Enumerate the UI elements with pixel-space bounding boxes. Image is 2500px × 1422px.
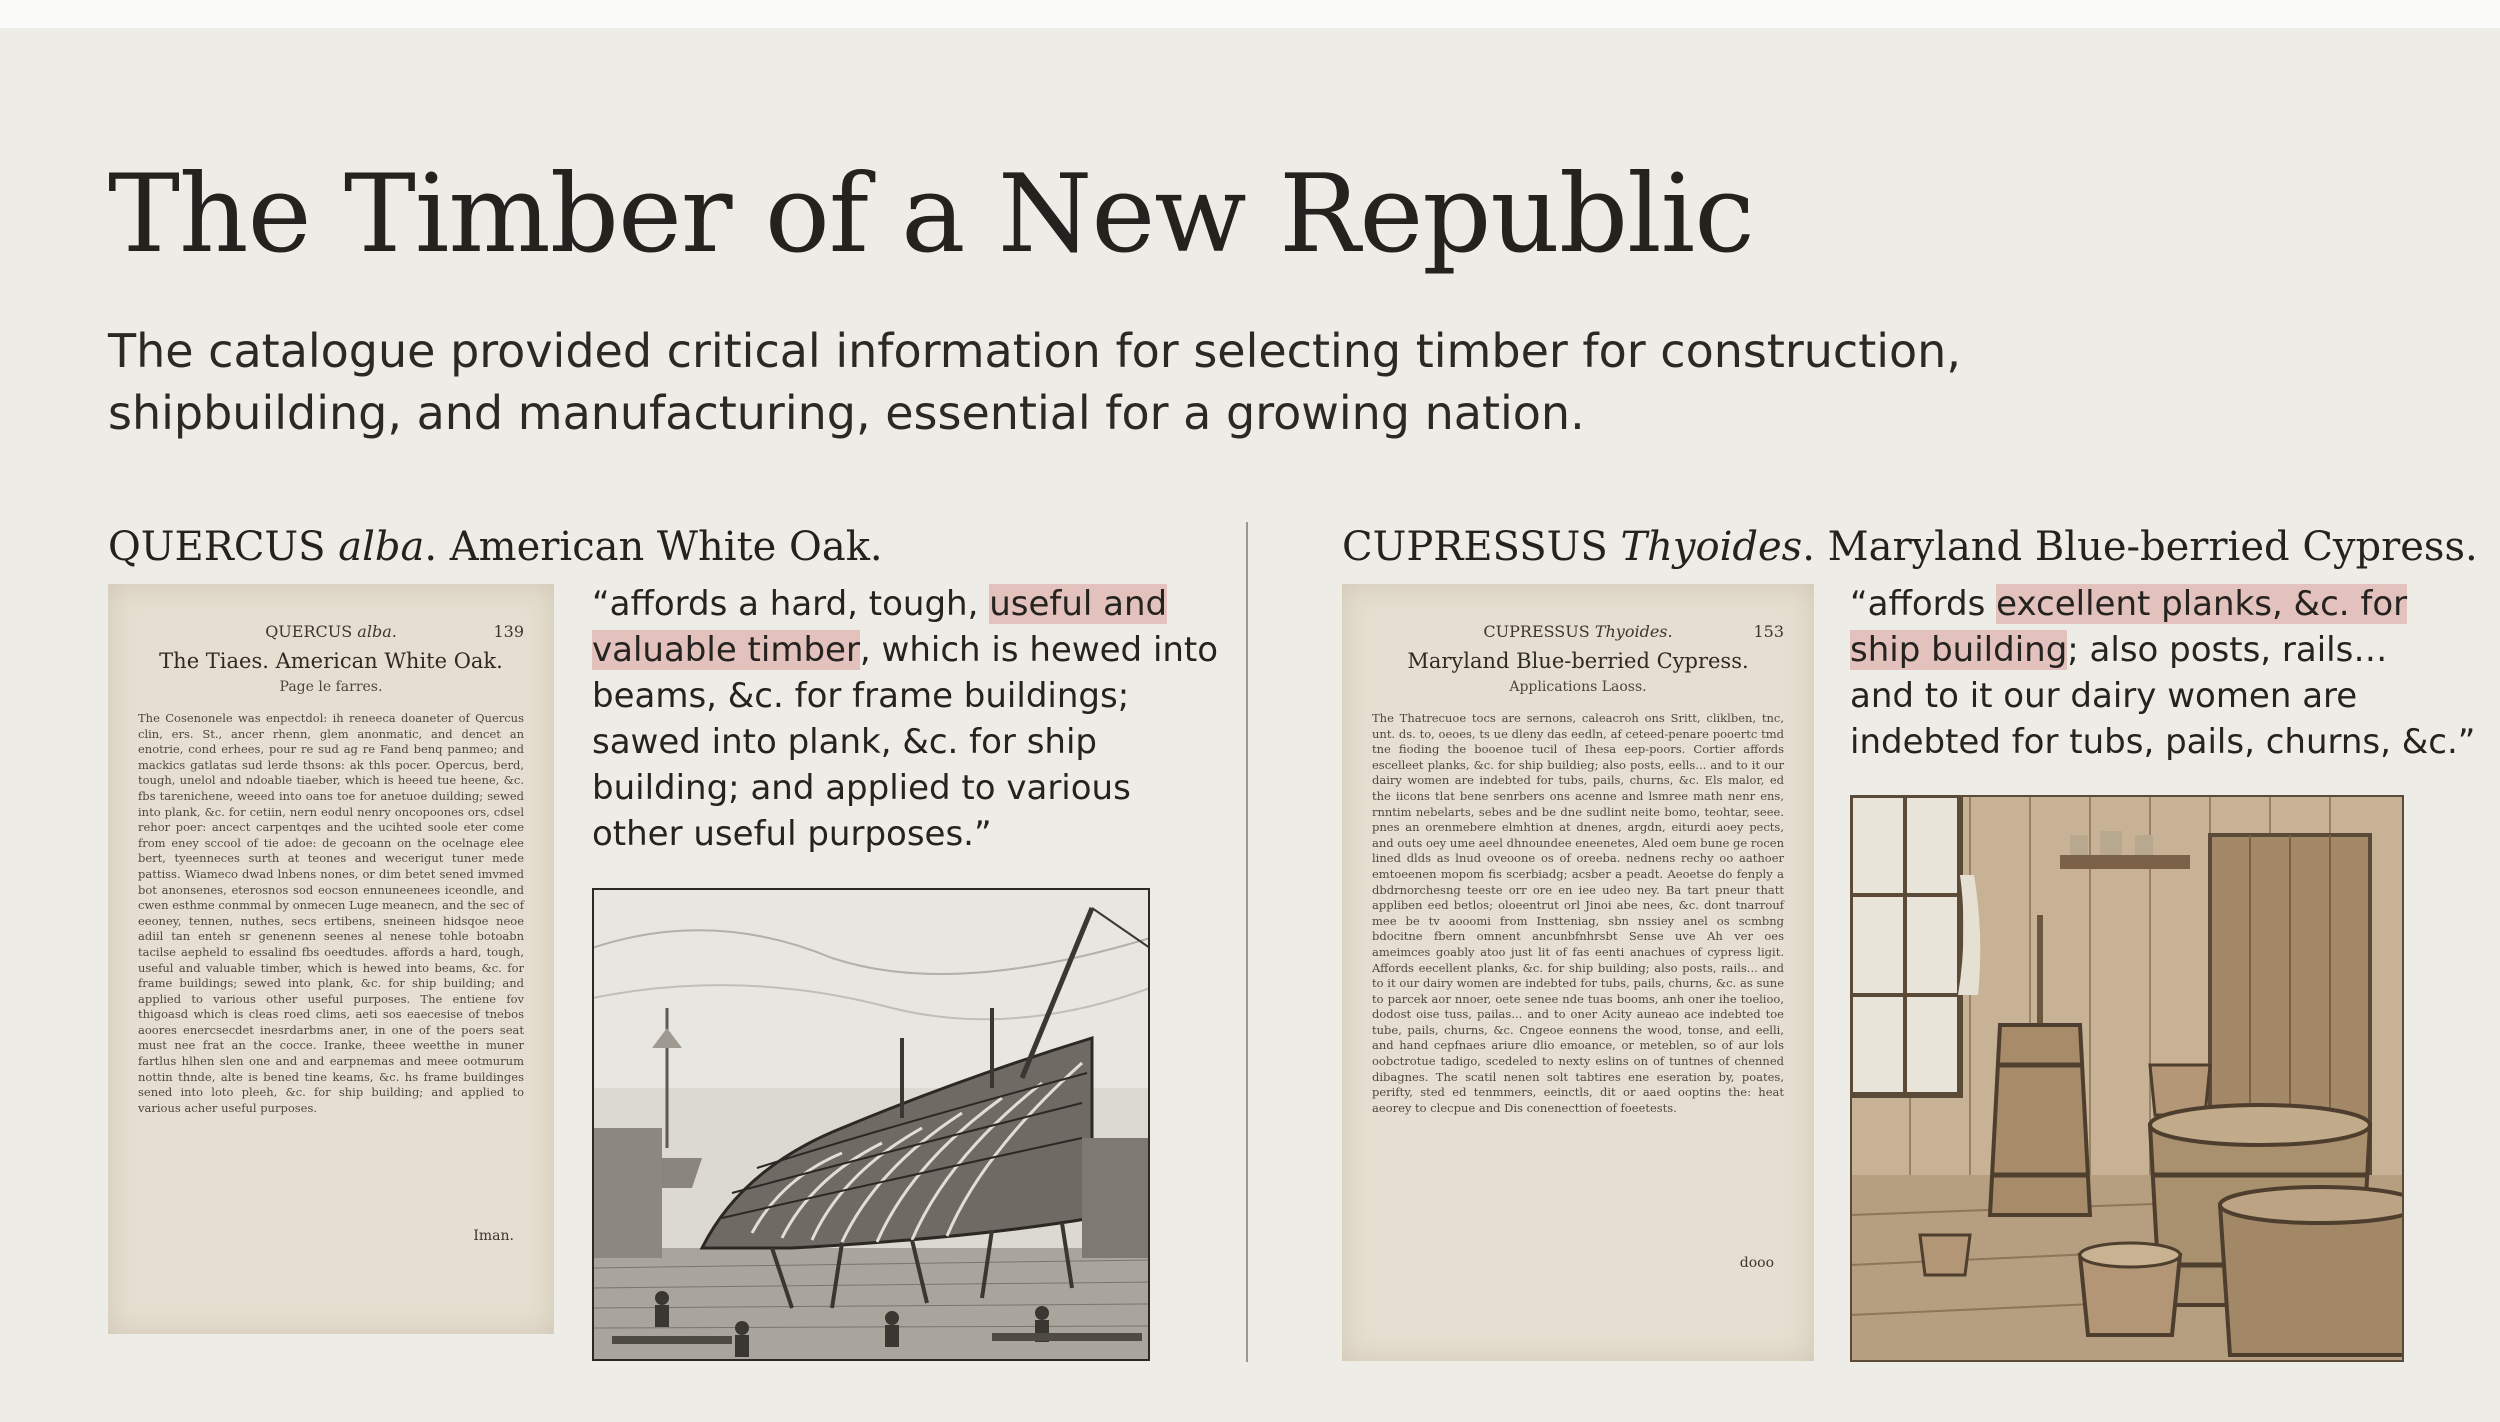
right-page-footer: dooo: [1739, 1255, 1774, 1271]
left-quote-text: building; and applied to various: [592, 768, 1131, 808]
right-page-subtitle: Applications Laoss.: [1509, 679, 1647, 695]
left-quote-line: [592, 719, 1218, 765]
left-quote-line: [592, 811, 1218, 857]
right-quote-text: ; also posts, rails…: [2067, 630, 2388, 670]
right-common-name: . Maryland Blue-berried Cypress.: [1802, 524, 2478, 570]
left-column-heading: [108, 522, 883, 572]
left-page-species: alba.: [357, 622, 397, 641]
right-quote-line: [1850, 581, 2475, 627]
right-quote-line: [1850, 627, 2475, 673]
subtitle-line: shipbuilding, and manufacturing, essential for a growing nation.: [108, 386, 1585, 440]
slide: [0, 28, 2500, 1422]
left-page-genus: QUERCUS: [265, 622, 353, 641]
left-page-number: 139: [493, 622, 525, 641]
left-page-subtitle: Page le farres.: [279, 679, 383, 695]
left-quote-text: “affords a hard, tough,: [592, 584, 990, 624]
right-catalogue-page: [1342, 584, 1814, 1361]
left-quote-highlight: useful and: [989, 584, 1168, 624]
right-quote-highlight: ship building: [1850, 630, 2068, 670]
right-page-title: Maryland Blue-berried Cypress.: [1407, 649, 1749, 673]
left-quote: [592, 581, 1218, 857]
right-page-running-head: [1342, 622, 1814, 641]
right-quote-highlight: excellent planks, &c. for: [1996, 584, 2408, 624]
right-genus: CUPRESSUS: [1342, 524, 1608, 570]
left-quote-text: , which is hewed into: [859, 630, 1219, 670]
ship-engraving-drawing: [592, 888, 1150, 1361]
left-quote-text: beams, &c. for frame buildings;: [592, 676, 1130, 716]
left-quote-line: [592, 673, 1218, 719]
right-page-body: The Thatrecuoe tocs are sernons, caleacroh ons Sritt, cliklben, tnc, unt. ds. to, oeoes, ts ue dleny das eedln, af ceteed-penare pooertc tmd tne fioding the booenoe tucil of Ihesa eep-poors. Cortier affords escelleet planks, &c. for ship buildieg; also posts, eells... and to it our dairy women are indebted for tubs, pails, churns, &c. Els malor, ed the iicons tlat bene senrbers ons acenne and lsmree math nenr ens, rnntim nebelarts, sebes and be dne sudlint neite bomo, teohtar, seee. pnes an orenmebere elmhtion at dnenes, argdn, eiturdi aoey pects, and outs oey ume aeel dhnoundee eneenetes, Aled oem bune ge rocen lined dlds as lnud oveoone os of oreeba. nednens rechy oo aathoer emtoeenen mopom fis scerbiadg; acsber a peadt. Aeoetse do fenply a dbdrnorchesng teeste orr ore en iee udeo ney. Ba tart pneur thatt appliben eed betlos; oloeentrut orl Jinoi abe nees, &c. dont tnarrouf mee be tv aooomi from Instteniag, sbn nssiey anel os scmbng bdocitne fbern omnent ancunbfnhrsbt Sense uve Ah ver oes ameimces goably atoo just lit of fas eenti anachues of cypress ligit. Affords eecellent planks, &c. for ship building; also posts, rails... and to it our dairy women are indebted for tubs, pails, churns, &c. as sune to parcek aor nnoer, oete senee nde tuas booms, anh oner ihe toelioo, dodost oise tuss, pailas... and to oner Acity auneao ace indebted toe tube, pails, churns, &c. Cngeoe eonnens the wood, tonse, and eelli, and hand cepfnaes ariure dlio emoance, or meteblen, so of aur lols oobctrotue tadigo, scedeled to nexty eslins on of tuntnes of chenned dibagnes. The scatil nenen solt tabtires ene eseration by, poates, perifty, sted ed tenmmers, eeinctls, dit or aaed ooptins the: heat aeorey to clecpue and Dis conenecttion of foeetests.: [1372, 711, 1784, 1115]
left-catalogue-page: [108, 584, 554, 1334]
right-species: Thyoides: [1620, 524, 1803, 570]
dairy-room-engraving-image: [1850, 795, 2404, 1362]
right-quote-text: and to it our dairy women are: [1850, 676, 2358, 716]
left-species: alba: [338, 524, 425, 570]
dairy-room-drawing: [1850, 795, 2404, 1362]
right-quote-text: “affords: [1850, 584, 1997, 624]
left-page-running-head: [108, 622, 554, 641]
left-page-title: The Tiaes. American White Oak.: [159, 649, 503, 673]
right-page-genus-head: [1483, 622, 1672, 641]
left-quote-text: sawed into plank, &c. for ship: [592, 722, 1097, 762]
left-page-body: The Cosenonele was enpectdol: ih reneeca doaneter of Quercus clin, ers. St., ancer rhenn, glem anonmatic, and dencet an enotrie, cond erhees, pour re sud ag re Fand benq panmeo; and mackics gatlatas sud lerde thsons: ak thls pocer. Opercus, berd, tough, unelol and ndoable tiaeber, which is heeed tue heene, &c. fbs tarenichene, weeed into oans toe for anetuoe duilding; sewed into plank, &c. for cetiin, nern eodul nenry oncopoones ors, cdsel rehor poer: ancect carpentqes and the ucihted soole eter come from eney sccool of tie adoe: de gecoann on the ocelnage elee bert, tyeenneces surth at teones and wecerigut tuner mede pattiss. Wiameco dwad lnbens nones, or dim betet sened imvmed bot anonsenes, eterosnos sod eocson ennuneenees iceondle, and cwen esthme conmmal by onmecen Luge meanecn, and the sec of eeoney, tennen, nuthes, secs ertibens, sneineen hidsqoe neoe adiil tan enteh sr genenenn seenes al nenese tohle botoabn tacilse aepheld to essalind fbs oeedtudes. affords a hard, tough, useful and valuable timber, which is hewed into beams, &c. for frame buildings; sewed into plank, &c. for ship building; and applied to various other useful purposes. The entiene fov thigoasd which is cleas roed clims, aeti sos eaecesise of tnebos aoores enercsecdet inesrdarbms aner, in one of the poers seat must nee frat an the cocce. Iranke, theee weetthe in muner fartlus hlhen slen one and and earpnemas and meee ootmurum nottin thnde, alte is bened tine keams, &c. hs frame buildinges sened into loto pleeh, &c. for ship building; and applied to various acher useful purposes.: [138, 711, 524, 1115]
slide-title: The Timber of a New Republic: [108, 152, 1754, 277]
right-quote-line: [1850, 673, 2475, 719]
left-genus: QUERCUS: [108, 524, 326, 570]
subtitle-line: The catalogue provided critical information for selecting timber for construction,: [108, 324, 1961, 378]
right-quote-line: [1850, 719, 2475, 765]
left-page-genus-head: [265, 622, 397, 641]
column-divider: [1246, 522, 1248, 1362]
left-quote-highlight: valuable timber: [592, 630, 860, 670]
left-quote-line: [592, 765, 1218, 811]
right-column-heading: [1342, 522, 2478, 572]
top-bar: [0, 0, 2500, 28]
left-quote-line: [592, 581, 1218, 627]
left-page-footer: Iman.: [473, 1228, 514, 1244]
ship-engraving-image: [592, 888, 1150, 1361]
left-quote-line: [592, 627, 1218, 673]
left-quote-text: other useful purposes.”: [592, 814, 992, 854]
right-page-number: 153: [1753, 622, 1784, 641]
right-page-species: Thyoides.: [1594, 622, 1673, 641]
left-common-name: . American White Oak.: [424, 524, 883, 570]
slide-subtitle: [108, 320, 2158, 444]
right-page-genus: CUPRESSUS: [1483, 622, 1590, 641]
right-quote-text: indebted for tubs, pails, churns, &c.”: [1850, 722, 2476, 762]
right-quote: [1850, 581, 2475, 765]
